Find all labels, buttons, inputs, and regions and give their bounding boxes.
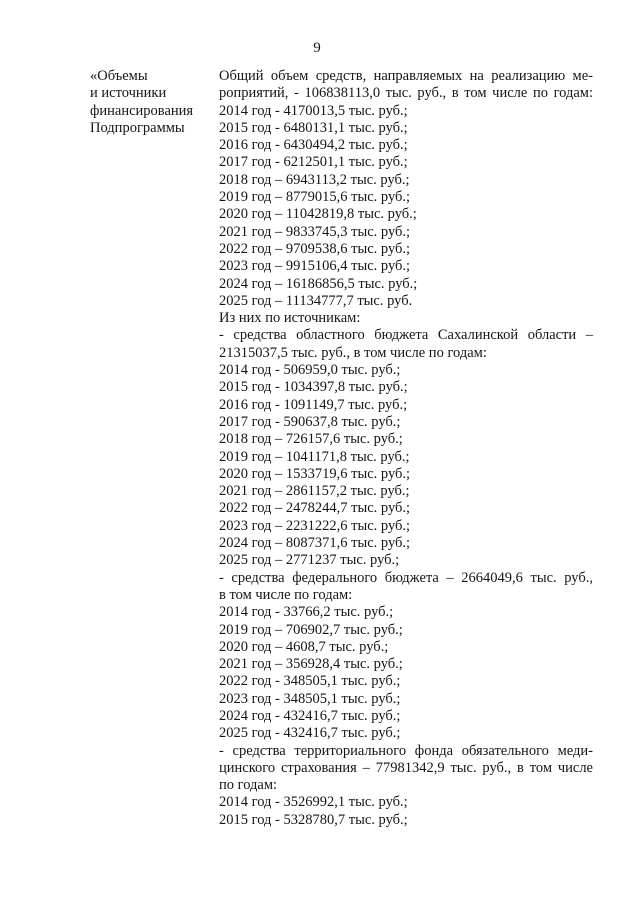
text-line: 2025 год - 432416,7 тыс. руб.; <box>219 725 401 742</box>
text-line: роприятий, - 106838113,0 тыс. руб., в том числе по годам: <box>219 85 593 102</box>
text-line: 2021 год – 9833745,3 тыс. руб.; <box>219 223 411 240</box>
text-line: 2014 год - 506959,0 тыс. руб.; <box>219 362 401 379</box>
text-line: 21315037,5 тыс. руб., в том числе по годам: <box>219 344 487 361</box>
text-line: 2016 год - 1091149,7 тыс. руб.; <box>219 396 408 413</box>
text-line: 2024 год – 8087371,6 тыс. руб.; <box>219 535 411 552</box>
text-line: 2022 год – 9709538,6 тыс. руб.; <box>219 240 411 257</box>
text-line: Из них по источникам: <box>219 310 361 327</box>
text-line: 2024 год - 432416,7 тыс. руб.; <box>219 707 401 724</box>
financing-text <box>219 68 593 829</box>
text-line: 2017 год - 590637,8 тыс. руб.; <box>219 413 401 430</box>
text-line: 2024 год – 16186856,5 тыс. руб.; <box>219 275 418 292</box>
text-line: 2021 год – 2861157,2 тыс. руб.; <box>219 483 410 500</box>
text-line: - средства областного бюджета Сахалинской области – <box>219 327 593 344</box>
text-line: 2018 год – 726157,6 тыс. руб.; <box>219 431 403 448</box>
section-label-line: финансирования <box>90 102 194 119</box>
text-line: 2016 год - 6430494,2 тыс. руб.; <box>219 137 408 154</box>
text-line: 2014 год - 3526992,1 тыс. руб.; <box>219 794 408 811</box>
text-line: 2019 год – 1041171,8 тыс. руб.; <box>219 448 410 465</box>
text-line: 2023 год - 348505,1 тыс. руб.; <box>219 690 401 707</box>
text-line: 2023 год – 9915106,4 тыс. руб.; <box>219 258 411 275</box>
section-label-line: Подпрограммы <box>90 119 185 136</box>
text-line: 2023 год – 2231222,6 тыс. руб.; <box>219 517 411 534</box>
text-line: 2015 год - 1034397,8 тыс. руб.; <box>219 379 408 396</box>
text-line: в том числе по годам: <box>219 586 353 603</box>
text-line: Общий объем средств, направляемых на реализацию ме- <box>219 68 593 84</box>
text-line: 2019 год – 706902,7 тыс. руб.; <box>219 621 403 638</box>
text-line: 2020 год – 1533719,6 тыс. руб.; <box>219 465 411 482</box>
section-label-line: «Объемы <box>90 68 148 84</box>
text-line: 2015 год - 6480131,1 тыс. руб.; <box>219 119 408 136</box>
section-label-line: и источники <box>90 85 167 102</box>
text-line: цинского страхования – 77981342,9 тыс. руб., в том числе <box>219 759 593 776</box>
text-line: 2020 год – 11042819,8 тыс. руб.; <box>219 206 417 223</box>
text-line: 2022 год - 348505,1 тыс. руб.; <box>219 673 401 690</box>
text-line: 2019 год – 8779015,6 тыс. руб.; <box>219 189 411 206</box>
text-line: 2025 год – 2771237 тыс. руб.; <box>219 552 400 569</box>
text-line: 2017 год - 6212501,1 тыс. руб.; <box>219 154 408 171</box>
text-line: 2015 год - 5328780,7 тыс. руб.; <box>219 811 408 828</box>
text-line: 2020 год – 4608,7 тыс. руб.; <box>219 638 389 655</box>
text-line: 2014 год - 33766,2 тыс. руб.; <box>219 604 394 621</box>
text-line: 2022 год – 2478244,7 тыс. руб.; <box>219 500 411 517</box>
text-line: по годам: <box>219 777 278 794</box>
page-number: 9 <box>313 40 321 56</box>
text-line: 2014 год - 4170013,5 тыс. руб.; <box>219 102 408 119</box>
text-line: 2018 год – 6943113,2 тыс. руб.; <box>219 171 410 188</box>
text-line: 2021 год – 356928,4 тыс. руб.; <box>219 656 403 673</box>
text-line: - средства федерального бюджета – 2664049,6 тыс. руб., <box>219 569 593 586</box>
text-line: 2025 год – 11134777,7 тыс. руб. <box>219 292 413 309</box>
text-line: - средства территориального фонда обязательного меди- <box>219 742 593 759</box>
section-label <box>90 68 216 137</box>
